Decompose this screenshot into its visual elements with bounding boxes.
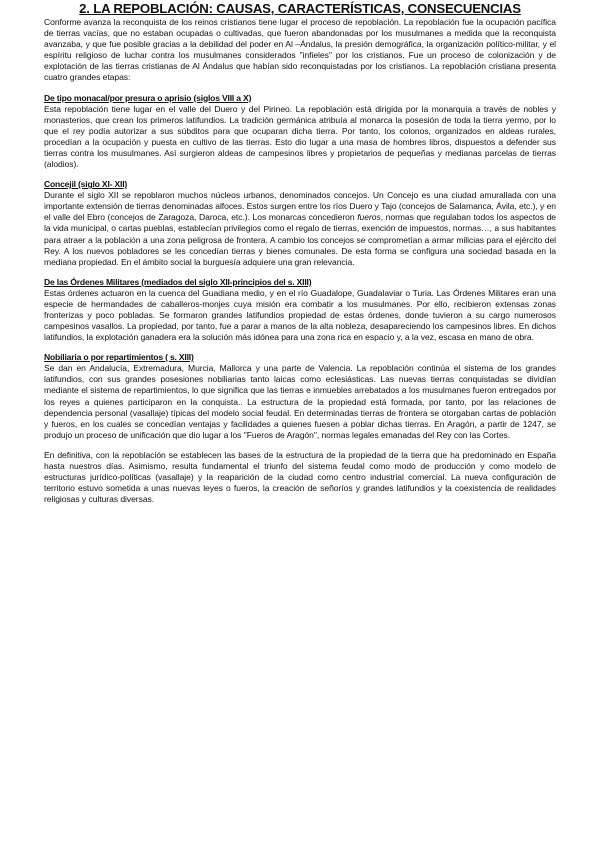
section-body-concejil <box>44 190 556 268</box>
section-heading-concejil: Concejil (siglo XI- XII) <box>44 179 128 190</box>
intro-paragraph: Conforme avanza la reconquista de los reinos cristianos tiene lugar el proceso de repoblación. La repoblación fue la ocupación pacífica de tierras vacías, que no estaban ocupadas o cultivadas, que fueron abandonadas por los musulmanes a medida que la reconquista avanzaba, y que fue posible gracias a la debilidad del poder en Al –Ándalus, la presión demográfica, la organización político-militar, y el espíritu religioso de luchar contra los musulmanes considerados "infieles" por los cristianos. Fue un proceso de colonización y de explotación de las tierras cristianas de Al Ándalus que habían sido reconquistadas por los cristianos. La repoblación cristiana presenta cuatro grandes etapas: <box>44 17 556 83</box>
section-body-ordenes: Estas órdenes actuaron en la cuenca del Guadiana medio, y en el río Guadalope, Guadalaviar o Turia. Las Órdenes Militares eran una especie de hermandades de caballeros-monjes cuya misión era combatir a los musulmanes. Por ello, recibieron extensas zonas fronterizas y poco pobladas. Se formaron grandes latifundios propiedad de estas órdenes, donde tuvieron a su cargo numerosos campesinos vasallos. La propiedad, por tanto, fue a parar a manos de la alta nobleza, desapareciendo los campesinos libres. En dichos latifundios, la explotación ganadera era la solución más idónea para una zona rica en espacio y, a la vez, escasa en mano de obra. <box>44 287 556 343</box>
section-heading-nobiliaria: Nobiliaria o por repartimientos ( s. XIII) <box>44 352 194 363</box>
section-body-concejil-part-a: Durante el siglo XII se repoblaron muchos núcleos urbanos, denominados concejos. Un Concejo es una ciudad amurallada con una importante extensión de tierras denominadas alfoces. Estos surgen entre los ríos Duero y Tajo (concejos de Salamanca, Ávila, etc.), y en el valle del Ebro (concejos de Zaragoza, Daroca, etc.). Los monarcas concedieron <box>44 190 556 223</box>
page-title: 2. LA REPOBLACIÓN: CAUSAS, CARACTERÍSTICAS, CONSECUENCIAS <box>79 1 521 16</box>
section-body-concejil-part-b: , normas que regulaban todos los aspectos de la vida municipal, o cartas pueblas, establecían privilegios como el regalo de tierras, exención de impuestos, normas…, a sus habitantes para atraer a la población a una zona peligrosa de frontera. A cambio los concejos se comprometían a armar milicias para el ejército del Rey. A los nuevos pobladores se les concedían tierras y bienes comunales. De esta forma se configura una sociedad basada en la mediana propiedad. En el ámbito social la burguesía adquiere una gran relevancia. <box>44 212 557 267</box>
section-body-concejil-emphasis: fueros <box>357 212 381 223</box>
section-heading-monacal: De tipo monacal/por presura o aprisio (siglos VIII a X) <box>44 92 252 103</box>
section-body-monacal: Esta repoblación tiene lugar en el valle del Duero y del Pirineo. La repoblación está dirigida por la monarquía a través de nobles y monasterios, que crean los primeros latifundios. La tradición germánica atribuía al monarca la posesión de toda la tierra yermo, por lo que el rey podía autorizar a sus súbditos para que ocuparan dicha tierra. Por tanto, los colonos, organizados en aldeas rurales, procedían a la ocupación y puesta en cultivo de las tierras. Esto dio lugar a una masa de hombres libros, dispuestos a defender sus tierras contra los musulmanes. Así surgieron aldeas de campesinos libres y propietarios de pequeñas y medianas parcelas de tierras (alodios). <box>44 103 556 170</box>
conclusion-paragraph: En definitiva, con la repoblación se establecen las bases de la estructura de la propiedad de la tierra que ha predominado en España hasta nuestros días. Asimismo, resulta fundamental el triunfo del sistema feudal como modo de producción y como modelo de estructuras jurídico-políticas (vasallaje) y la reaparición de la ciudad como centro industrial comercial. La nueva configuración de territorio estuvo sometida a unas nuevas leyes o fueros, la creación de señoríos y grandes latifundios y la coexistencia de realidades religiosas y culturas diversas. <box>44 449 556 505</box>
section-body-nobiliaria: Se dan en Andalucía, Extremadura, Murcia, Mallorca y una parte de Valencia. La repoblación continúa el sistema de los grandes latifundios, con sus grandes posesiones nobiliarias tanto laicas como eclesiásticas. Las nuevas tierras conquistadas se dividían mediante el sistema de repartimientos, lo que significa que las tierras e inmuebles arrebatados a los musulmanes fueron entregados por los reyes a quienes participaron en la conquista.. La estructura de la propiedad está formada, por tanto, por las relaciones de dependencia personal (vasallaje) típicas del modelo social feudal. En determinadas tierras de frontera se otorgaban cartas de población y fueros, en los cuales se concedían ventajas y facilidades a quienes fuesen a poblar dichas tierras. En Aragón, a partir de 1247, se produjo un proceso de unificación que dio lugar a los "Fueros de Aragón", normas legales emanadas del Rey con las Cortes. <box>44 363 556 440</box>
section-heading-ordenes: De las Órdenes Militares (mediados del siglo XII-principios del s. XIII) <box>44 276 312 287</box>
